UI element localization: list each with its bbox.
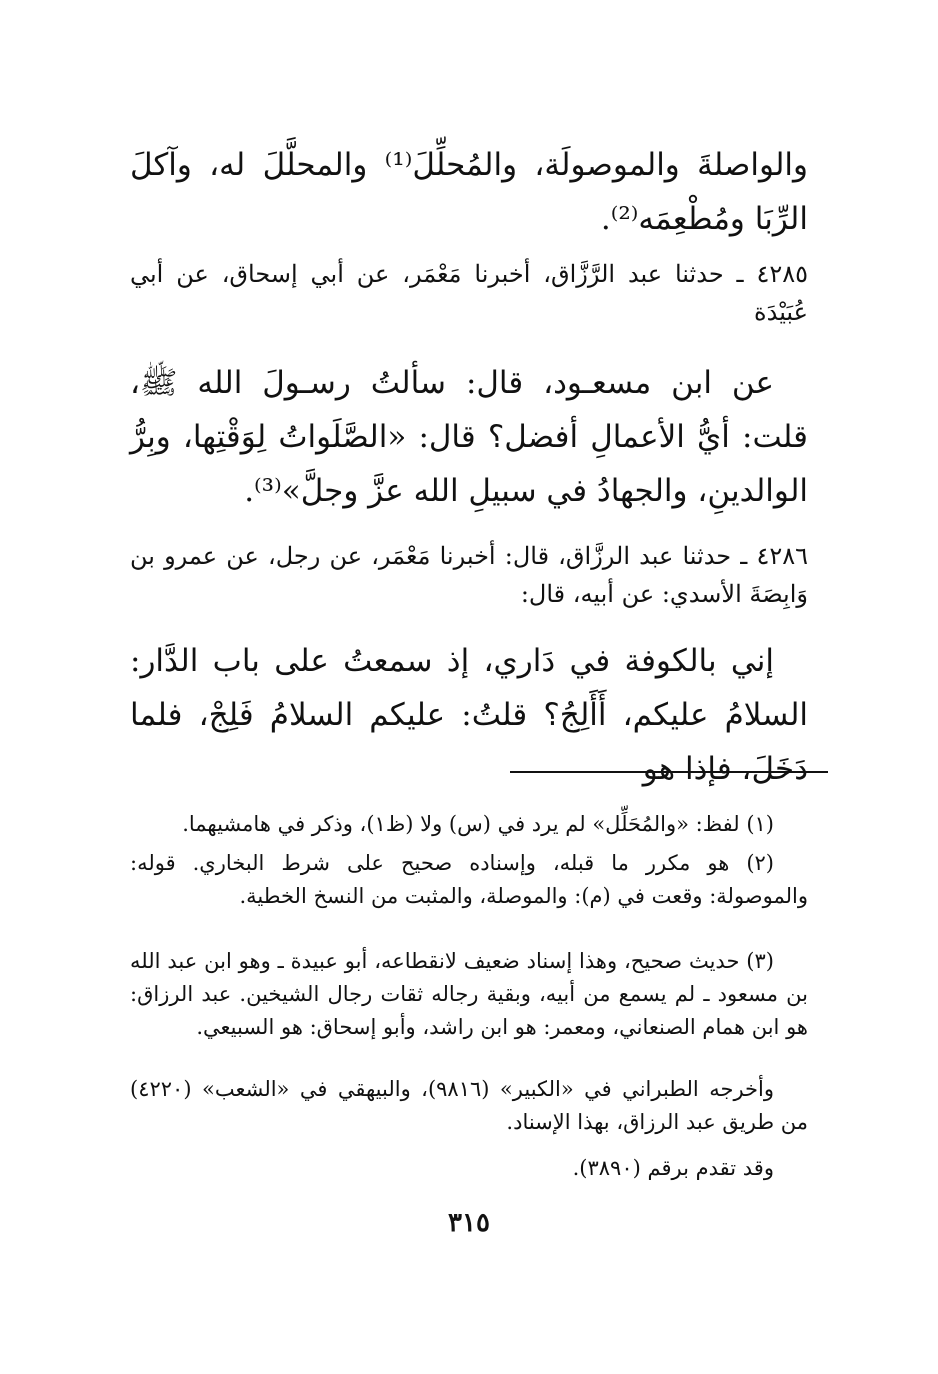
- page-number: ٣١٥: [448, 1208, 490, 1238]
- hadith-4285-text: عن ابن مسعـود، قال: سألتُ رسـولَ الله ﷺ، قلت: أيُّ الأعمالِ أفضل؟ قال: «الصَّلَواتُ لِوَقْتِها، وبِرُّ الوالدينِ، والجهادُ في سبيلِ الله عزَّ وجلَّ»⁽³⁾.: [130, 365, 808, 509]
- footnote-3: (٣) حديث صحيح، وهذا إسناد ضعيف لانقطاعه، أبو عبيدة ـ وهو ابن عبد الله بن مسعود ـ لم يسمع من أبيه، وبقية رجاله ثقات رجال الشيخين. عبد الرزاق: هو ابن همام الصنعاني، ومعمر: هو ابن راشد، وأبو إسحاق: هو السبيعي.: [130, 949, 808, 1039]
- hadith-4285-isnad: ٤٢٨٥ ـ حدثنا عبد الرَّزَّاق، أخبرنا مَعْمَر، عن أبي إسحاق، عن أبي عُبَيْدَة: [130, 260, 808, 326]
- footnote-separator: [510, 771, 828, 773]
- footnote-3-sources: وأخرجه الطبراني في «الكبير» (٩٨١٦)، والبيهقي في «الشعب» (٤٢٢٠) من طريق عبد الرزاق، بهذا الإسناد.: [130, 1077, 808, 1134]
- footnote-3-crossref: وقد تقدم برقم (٣٨٩٠).: [572, 1156, 774, 1180]
- footnote-1: (١) لفظ: «والمُحَلِّل» لم يرد في (س) ولا (ظ١)، وذكر في هامشيهما.: [182, 812, 774, 836]
- hadith-4286-text: إني بالكوفة في دَاري، إذ سمعتُ على باب الدَّار: السلامُ عليكم، أَأَلِجُ؟ قلتُ: عليكم السلامُ فَلِجْ، فلما دَخَلَ، فإذا هو: [130, 643, 808, 787]
- paragraph-continuation: والواصلةَ والموصولَة، والمُحلِّلَ⁽¹⁾ والمحلَّلَ له، وآكلَ الرِّبَا ومُطْعِمَه⁽²⁾.: [130, 147, 809, 237]
- hadith-4286-isnad: ٤٢٨٦ ـ حدثنا عبد الرزَّاق، قال: أخبرنا مَعْمَر، عن رجل، عن عمرو بن وَابِصَةَ الأسدي: عن أبيه، قال:: [130, 542, 808, 608]
- footnote-2: (٢) هو مكرر ما قبله، وإسناده صحيح على شرط البخاري. قوله: والموصولة: وقعت في (م): والموصلة، والمثبت من النسخ الخطية.: [130, 851, 808, 908]
